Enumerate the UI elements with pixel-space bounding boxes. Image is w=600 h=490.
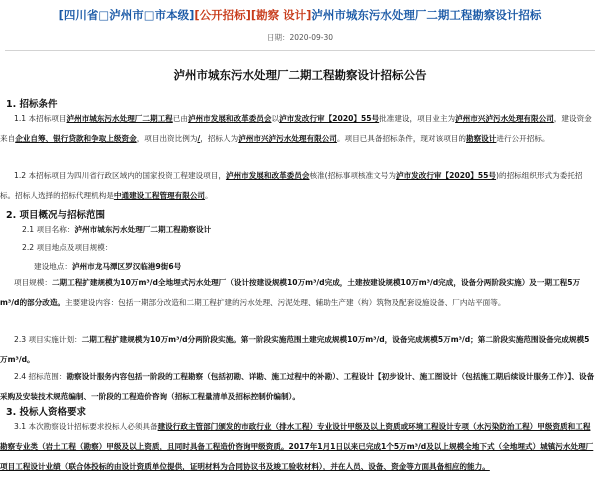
document-title: 泸州市城东污水处理厂二期工程勘察设计招标公告 <box>173 68 427 82</box>
field-label: 2.4 招标范围： <box>14 372 67 381</box>
approval-authority: 泸州市发展和改革委员会 <box>187 114 272 123</box>
section-heading-1: 1. 招标条件 <box>6 99 58 110</box>
para-text: ，项目出资比例为 <box>136 134 198 143</box>
tender-agent: 中通建设工程管理有限公司 <box>113 191 206 200</box>
approval-number: 泸市发改行审【2020】55号 <box>395 171 497 180</box>
publish-date: 日期：2020-09-30 <box>266 33 334 42</box>
para-text: 进行公开招标。 <box>496 134 550 143</box>
field-label: 2.1 项目名称： <box>22 225 75 234</box>
para-text: ，建设资金来自 <box>0 114 592 143</box>
announcement-header-title <box>0 0 600 30</box>
para-text: 批准建设，项目业主为 <box>379 114 456 123</box>
para-text: 主要建设内容：包括一期部分改造和二期工程扩建的污水处理、污泥处理、辅助生产建（构）筑物及配套设施设备、厂内站平面等。 <box>65 298 506 307</box>
para-text: 1.1 本招标项目 <box>14 114 67 123</box>
tender-scope-paragraph <box>0 367 596 407</box>
tender-scope-item: 勘察设计 <box>466 134 497 143</box>
field-value: 勘察设计服务内容包括一阶段的工程勘察（包括初勘、详勘、施工过程中的补勘）、工程设计【初步设计、施工图设计（包括施工期后续设计服务工作）】、设备采购及安装技术规范编制、一阶段的工程造价咨询（招标工程量清单及招标控制价编制）。 <box>0 372 595 401</box>
para-text: 以 <box>271 114 280 123</box>
project-scale-paragraph <box>0 273 596 313</box>
funding-source: 企业自筹、银行贷款和争取上级资金 <box>15 134 137 143</box>
tender-type-tag[interactable]: [公开招标] <box>194 8 251 22</box>
category-tag[interactable]: [勘察 设计] <box>250 8 312 22</box>
field-value: 泸州市城东污水处理厂二期工程勘察设计 <box>74 225 212 234</box>
section-heading-3: 3. 投标人资格要求 <box>6 407 87 418</box>
paragraph-1-1 <box>0 109 596 149</box>
site-line <box>34 261 181 273</box>
para-text: )的招标组织形式为委托招标。招标人选择的招标代理机构是 <box>0 171 583 200</box>
implementation-plan-paragraph <box>0 330 596 370</box>
header-divider <box>5 50 595 51</box>
qualification-requirement: 建设行政主管部门颁发的市政行业（排水工程）专业设计甲级及以上资质或环境工程设计专项（水污染防治工程）甲级资质和工程勘察专业类（岩土工程（勘察）甲级及以上资质，且同时具备工程造价咨询甲级资质。2017年1月1日以来已完成1个5万m³/d及以上规模全地下式（全地埋式）城镇污水处理厂项目工程设计业绩（联合体投标的由设计资质单位提供，证明材料为合同协议书及竣工验收材料），并在人员、设备、资金等方面具备相应的能力。 <box>0 422 594 471</box>
para-text: 。项目已具备招标条件，现对该项目的 <box>336 134 466 143</box>
section-heading-2: 2. 项目概况与招标范围 <box>6 210 106 221</box>
header-title-text: 泸州市城东污水处理厂二期工程勘察设计招标 <box>311 8 542 22</box>
location-tag[interactable]: [四川省□泸州市□市本级] <box>58 8 195 22</box>
para-text: 已由 <box>172 114 188 123</box>
para-text: 。 <box>205 191 213 200</box>
para-text: ，招标人为 <box>200 134 239 143</box>
para-text: 3.1 本次勘察设计招标要求投标人必须具备 <box>14 422 158 431</box>
field-value: 二期工程扩建规模为10万m³/d全地埋式污水处理厂（设计按建设规模10万m³/d完成，土建按建设规模10万m³/d完成，设备分两阶段实施）及一期工程5万m³/d的部分改造。 <box>0 278 581 307</box>
approval-number: 泸市发改行审【2020】55号 <box>279 114 380 123</box>
para-text: 核准(招标事项核准文号为 <box>309 171 396 180</box>
project-name-line <box>22 224 211 236</box>
field-label: 2.3 项目实施计划： <box>14 335 82 344</box>
field-value: 泸州市龙马潭区罗汉临港9街6号 <box>71 262 182 271</box>
location-scale-line: 2.2 项目地点及项目规模： <box>22 243 113 252</box>
field-label: 项目规模： <box>14 278 52 287</box>
field-label: 建设地点： <box>34 262 72 271</box>
qualification-paragraph <box>0 417 596 477</box>
approval-authority: 泸州市发展和改革委员会 <box>225 171 310 180</box>
paragraph-1-2 <box>0 166 596 206</box>
field-value: 二期工程扩建规模为10万m³/d分两阶段实施。第一阶段实施范围土建完成规模10万m³/d，设备完成规模5万m³/d；第二阶段实施范围设备完成规模5万m³/d。 <box>0 335 590 364</box>
project-name: 泸州市城东污水处理厂二期工程 <box>66 114 173 123</box>
project-owner: 泸州市兴泸污水处理有限公司 <box>455 114 554 123</box>
tenderer: 泸州市兴泸污水处理有限公司 <box>238 134 337 143</box>
investment-ratio: / <box>197 134 201 143</box>
para-text: 1.2 本招标项目为四川省行政区域内的国家投资工程建设项目， <box>14 171 226 180</box>
